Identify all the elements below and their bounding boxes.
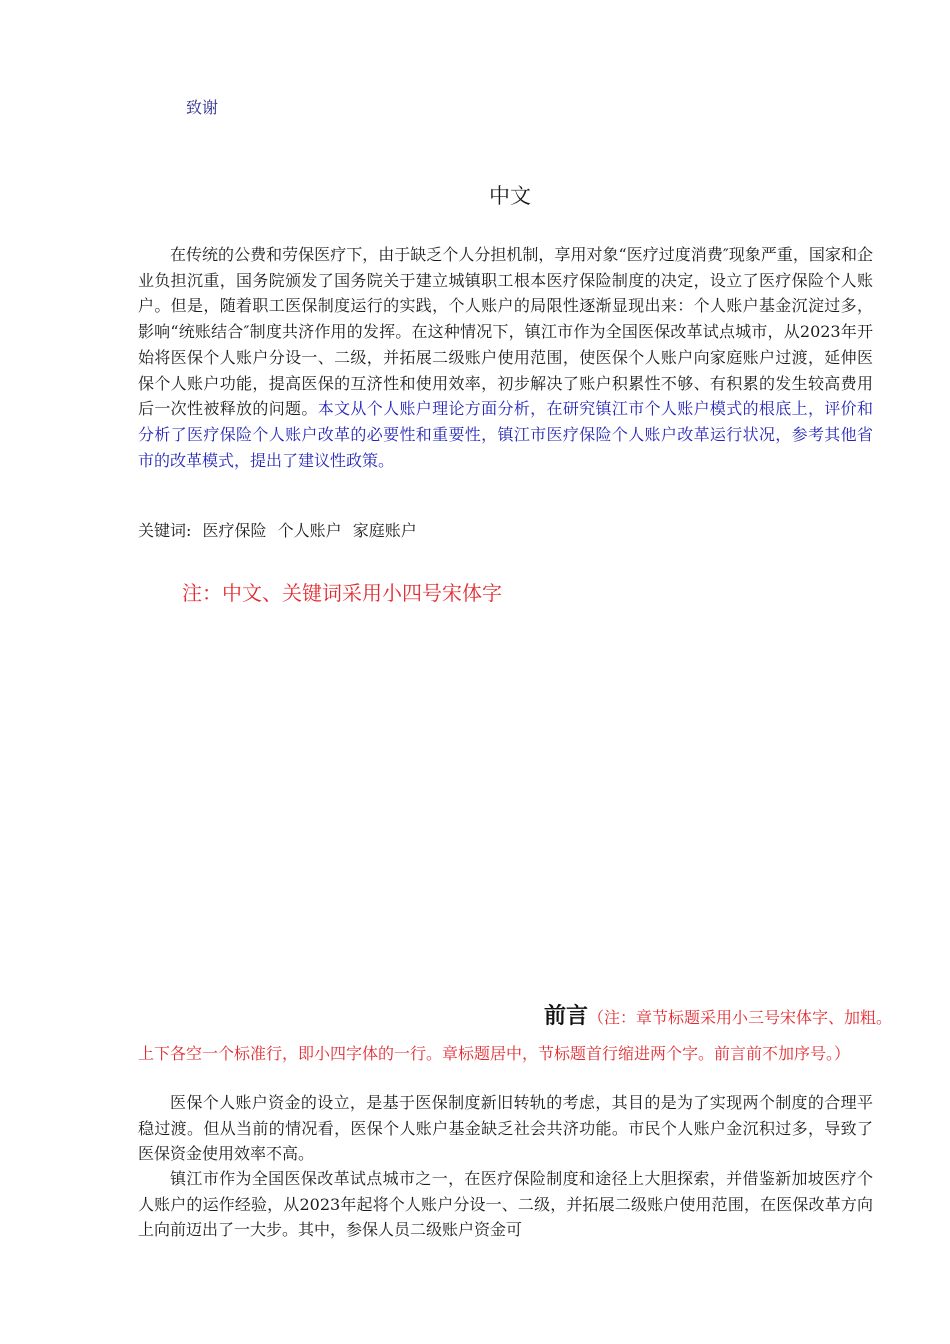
keyword-item: 个人账户 xyxy=(277,521,342,540)
abstract-text-black: 在传统的公费和劳保医疗下，由于缺乏个人分担机制，享用对象“医疗过度消费″现象严重，国家和企业负担沉重，国务院颁发了国务院关于建立城镇职工根本医疗保险制度的决定，设立了医疗保险个人账户。但是，随着职工医保制度运行的实践，个人账户的局限性逐渐显现出来：个人账户基金沉淀过多，影响“统账结合″制度共济作用的发挥。在这种情况下，镇江市作为全国医保改革试点城市，从2023年开始将医保个人账户分设一、二级，并拓展二级账户使用范围，使医保个人账户向家庭账户过渡，延伸医保个人账户功能，提高医保的互济性和使用效率，初步解决了账户积累性不够、有积累的发生较高费用后一次性被释放的问题。 xyxy=(138,245,873,419)
keyword-item: 医疗保险 xyxy=(202,521,267,540)
format-note: 注：中文、关键词采用小四号宋体字 xyxy=(182,581,502,605)
keywords-line xyxy=(138,518,423,541)
preface-note-continued: 上下各空一个标准行，即小四字体的一行。章标题居中，节标题首行缩进两个字。前言前不加序号。） xyxy=(138,1044,851,1063)
preface-paragraph-1: 医保个人账户资金的设立，是基于医保制度新旧转轨的考虑，其目的是为了实现两个制度的合理平稳过渡。但从当前的情况看，医保个人账户基金缺乏社会共济功能。市民个人账户金沉积过多，导致了医保资金使用效率不高。 xyxy=(138,1093,873,1164)
abstract-paragraph xyxy=(138,242,873,473)
abstract-text-blue: 本文从个人账户理论方面分析，在研究镇江市个人账户模式的根底上，评价和分析了医疗保险个人账户改革的必要性和重要性，镇江市医疗保险个人账户改革运行状况，参考其他省市的改革模式，提出了建议性政策。 xyxy=(138,399,873,470)
keyword-item: 家庭账户 xyxy=(352,521,417,540)
preface-title: 前言 xyxy=(543,1003,588,1029)
preface-paragraph-2: 镇江市作为全国医保改革试点城市之一，在医疗保险制度和途径上大胆探索，并借鉴新加坡医疗个人账户的运作经验，从2023年起将个人账户分设一、二级，并拓展二级账户使用范围，在医保改革方向上向前迈出了一大步。其中，参保人员二级账户资金可 xyxy=(138,1169,873,1240)
toc-item-acknowledgement[interactable]: 致谢 xyxy=(186,98,219,117)
abstract-title: 中文 xyxy=(489,184,531,208)
preface-heading-line xyxy=(544,999,892,1030)
keywords-label: 关键词: xyxy=(138,521,192,540)
preface-note-start: （注：章节标题采用小三号宋体字、加粗。 xyxy=(587,1008,892,1027)
